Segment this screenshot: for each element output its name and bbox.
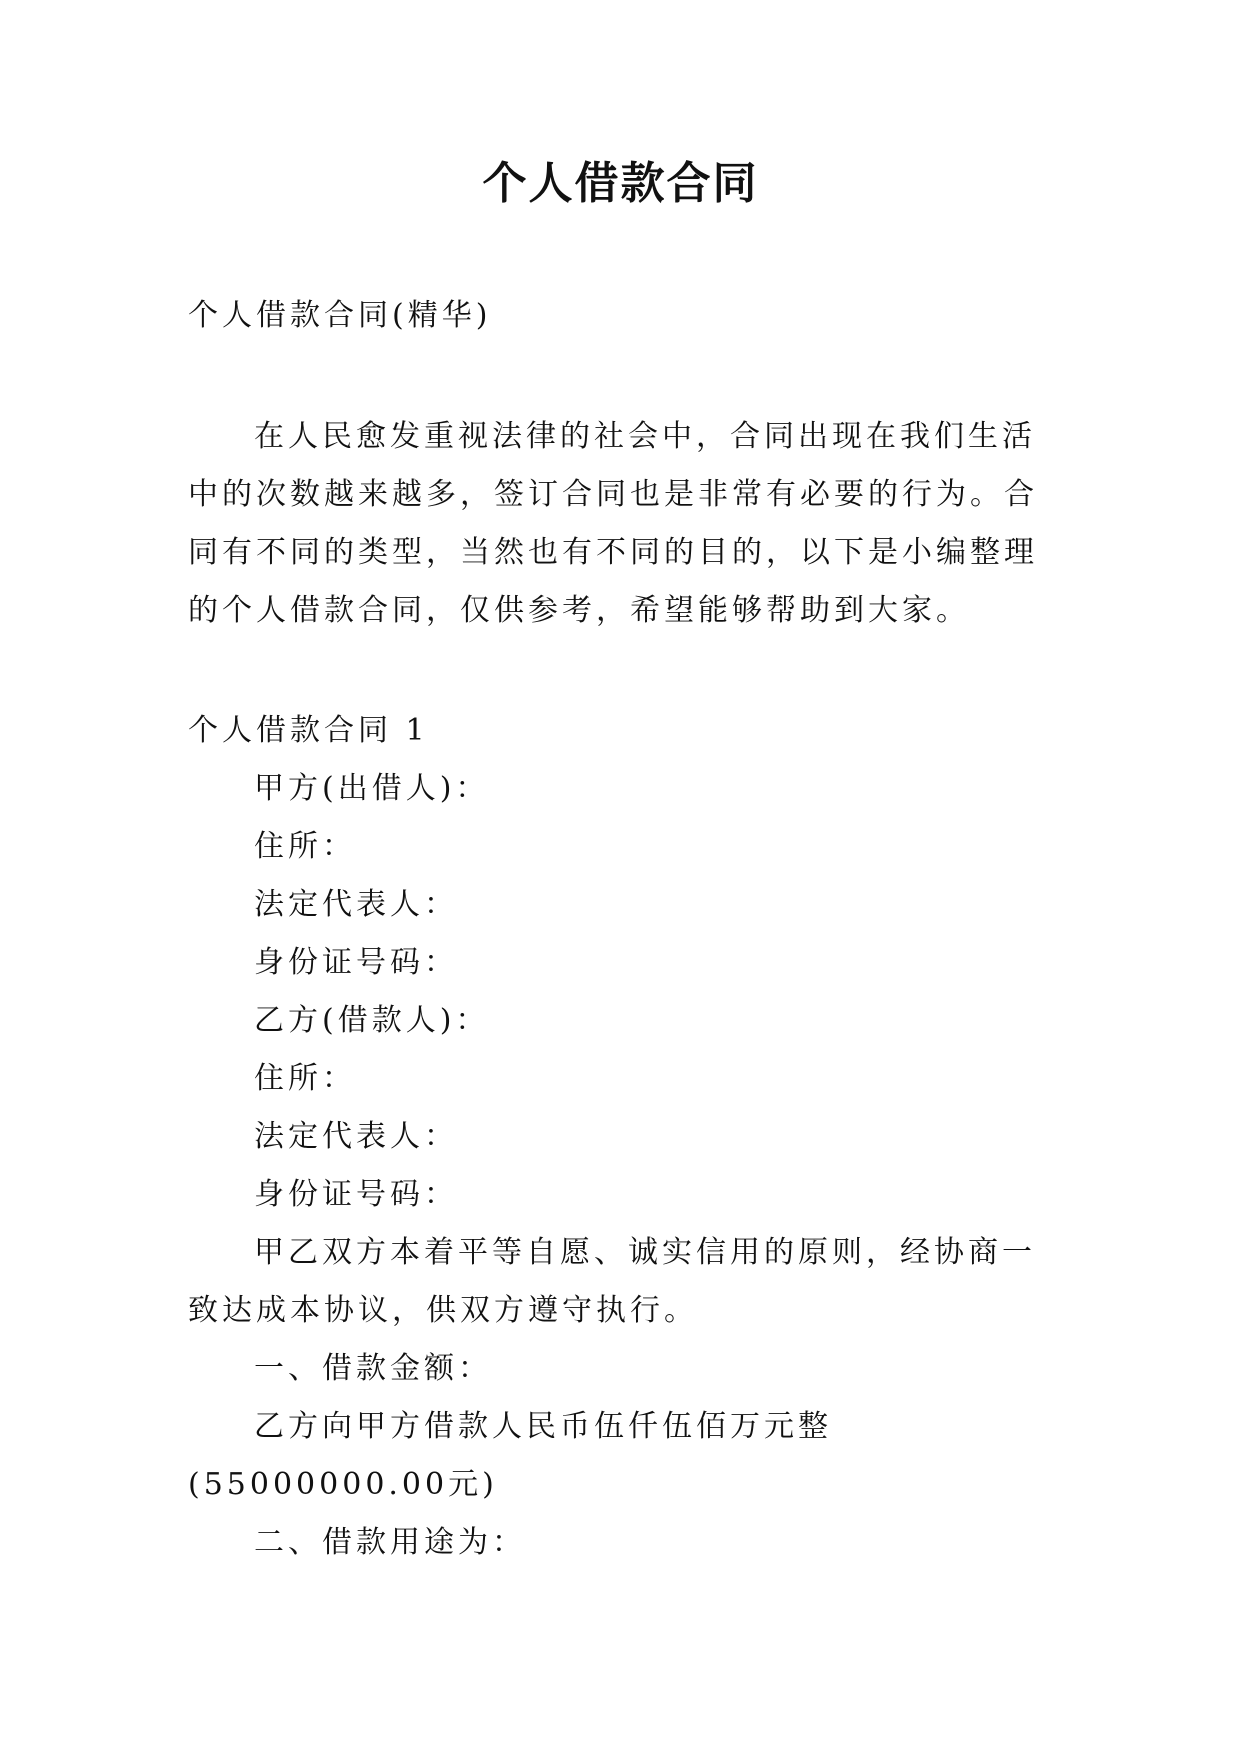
section-1-text: 乙方向甲方借款人民币伍仟伍佰万元整(55000000.00元) — [188, 1409, 832, 1502]
party-b-address-label: 住所： — [254, 1061, 356, 1096]
agreement-paragraph: 甲乙双方本着平等自愿、诚实信用的原则，经协商一致达成本协议，供双方遵守执行。 — [188, 1235, 1036, 1328]
document-subtitle: 个人借款合同(精华) — [188, 298, 492, 333]
party-a-representative-label: 法定代表人： — [254, 887, 458, 922]
party-b-id-label: 身份证号码： — [254, 1177, 458, 1212]
contract-heading: 个人借款合同 1 — [188, 713, 429, 748]
party-b-label: 乙方(借款人)： — [254, 1003, 490, 1038]
party-a-address-label: 住所： — [254, 829, 356, 864]
section-2-title: 二、借款用途为： — [254, 1525, 526, 1560]
party-a-id-label: 身份证号码： — [254, 945, 458, 980]
section-1-title: 一、借款金额： — [254, 1351, 492, 1386]
intro-paragraph: 在人民愈发重视法律的社会中，合同出现在我们生活中的次数越来越多，签订合同也是非常有必要的行为。合同有不同的类型，当然也有不同的目的，以下是小编整理的个人借款合同，仅供参考，希望能够帮助到大家。 — [188, 419, 1038, 628]
party-b-representative-label: 法定代表人： — [254, 1119, 458, 1154]
document-title: 个人借款合同 — [482, 158, 759, 209]
contract-section — [188, 702, 1054, 1572]
party-a-label: 甲方(出借人)： — [254, 771, 490, 806]
